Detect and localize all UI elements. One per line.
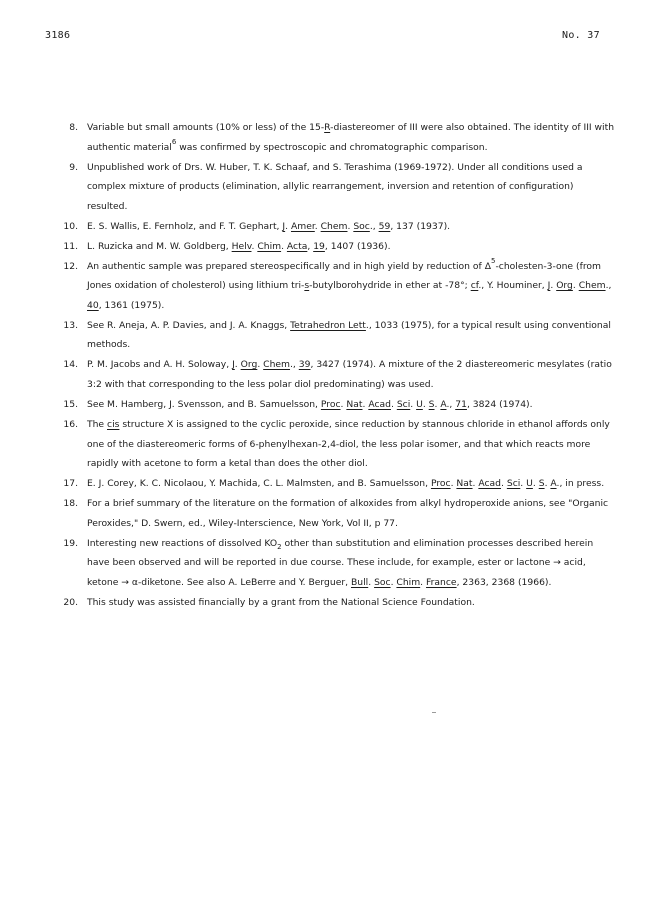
journal-abbrev: Amer bbox=[290, 220, 315, 232]
ref-text: Interesting new reactions of dissolved KO bbox=[87, 537, 278, 549]
journal-abbrev: Chem bbox=[320, 220, 348, 232]
ref-text: -butylborohydride in ether at -78°; bbox=[309, 280, 471, 292]
ref-text: . bbox=[501, 478, 507, 490]
journal-abbrev: Chim bbox=[396, 576, 421, 588]
ref-text: . bbox=[410, 399, 417, 411]
reference-9 bbox=[35, 158, 615, 217]
reference-number: 9. bbox=[69, 161, 78, 173]
volume-number: 19 bbox=[313, 240, 325, 252]
journal-abbrev: Chem bbox=[578, 280, 606, 292]
journal-abbrev: S bbox=[538, 478, 545, 490]
reference-19 bbox=[35, 534, 615, 593]
ref-text: . bbox=[347, 220, 354, 232]
footnote-superscript: 6 bbox=[171, 137, 177, 146]
reference-12 bbox=[35, 257, 615, 316]
ref-text: ., in press. bbox=[556, 478, 605, 490]
volume-number: 40 bbox=[87, 299, 99, 311]
reference-15 bbox=[35, 395, 615, 415]
journal-abbrev: Acta bbox=[286, 240, 308, 252]
subscript: 2 bbox=[277, 542, 282, 551]
ref-text: ., 1033 (1975), for a typical result using conventional methods. bbox=[87, 319, 611, 351]
journal-abbrev: Nat bbox=[456, 478, 473, 490]
reference-number: 19. bbox=[63, 537, 78, 549]
ref-text: , 2363, 2368 (1966). bbox=[456, 576, 552, 588]
ref-text: . bbox=[572, 280, 579, 292]
ref-text: . bbox=[420, 576, 427, 588]
ref-text: . bbox=[362, 399, 369, 411]
ref-text: . bbox=[340, 399, 347, 411]
ref-text: . bbox=[314, 220, 321, 232]
ref-text: For a brief summary of the literature on the formation of alkoxides from alkyl hydroperoxide anions, see "Organic Peroxides," D. Swern, ed., Wiley-Interscience, New York, Vol II, p 77. bbox=[87, 498, 609, 529]
ref-text: ., bbox=[605, 280, 612, 292]
reference-14 bbox=[35, 355, 615, 394]
ref-text: . bbox=[281, 240, 287, 252]
ref-text: -diastereomer of III were also obtained. The identity of III with authentic material bbox=[87, 122, 615, 153]
ref-text: ., bbox=[446, 399, 456, 411]
journal-abbrev: Org bbox=[240, 359, 258, 371]
journal-abbrev: Helv bbox=[231, 240, 252, 252]
reference-number: 11. bbox=[63, 240, 78, 252]
journal-abbrev: J bbox=[282, 220, 286, 232]
journal-abbrev: Soc bbox=[353, 220, 370, 232]
volume-number: 59 bbox=[378, 220, 391, 232]
ref-text: ., bbox=[290, 359, 299, 371]
journal-abbrev: S bbox=[428, 399, 435, 411]
ref-text: See R. Aneja, A. P. Davies, and J. A. Knaggs, bbox=[87, 319, 291, 331]
ref-text: , 137 (1937). bbox=[390, 220, 451, 232]
ref-text: other than substitution and elimination processes described herein have been observed and will be reported in due course. These include, for example, ester or lactone → acid, ketone → α-diketone. See also A. LeBerre and Y. Berguer, bbox=[87, 537, 594, 588]
reference-number: 13. bbox=[63, 319, 78, 331]
reference-11 bbox=[35, 237, 615, 257]
ref-text: L. Ruzicka and M. W. Goldberg, bbox=[87, 240, 232, 252]
ref-text: . bbox=[434, 399, 441, 411]
journal-abbrev: Nat bbox=[346, 399, 363, 411]
ref-text: was confirmed by spectroscopic and chromatographic comparison. bbox=[176, 141, 488, 153]
ref-text: The bbox=[87, 419, 108, 431]
journal-abbrev: Chim bbox=[257, 240, 282, 252]
ref-text: . bbox=[257, 359, 264, 371]
reference-number: 18. bbox=[63, 498, 78, 510]
reference-13 bbox=[35, 316, 615, 355]
reference-number: 15. bbox=[63, 399, 78, 411]
ref-text: , 1407 (1936). bbox=[324, 240, 391, 252]
journal-abbrev: Org bbox=[556, 280, 573, 292]
references-list bbox=[35, 118, 615, 613]
ref-text: E. J. Corey, K. C. Nicolaou, Y. Machida, C. L. Malmsten, and B. Samuelsson, bbox=[87, 478, 431, 490]
ref-text: . bbox=[532, 478, 539, 490]
journal-abbrev: U bbox=[526, 478, 533, 490]
journal-abbrev: J bbox=[547, 280, 551, 292]
journal-abbrev: A bbox=[550, 478, 557, 490]
journal-abbrev: Sci bbox=[396, 399, 411, 411]
reference-number: 16. bbox=[63, 419, 78, 431]
journal-abbrev: Bull bbox=[350, 576, 369, 588]
ref-text: . bbox=[390, 576, 397, 588]
ref-text: This study was assisted financially by a grant from the National Science Foundation. bbox=[87, 596, 475, 608]
ref-text: ., Y. Houminer, bbox=[478, 280, 548, 292]
ref-text: . bbox=[544, 478, 551, 490]
ref-italic: s bbox=[304, 280, 310, 292]
reference-number: 10. bbox=[63, 220, 78, 232]
ref-italic: cis bbox=[107, 419, 120, 431]
ref-text: -cholesten-3-one (from Jones oxidation of cholesterol) using lithium tri- bbox=[87, 260, 601, 292]
ref-text: . bbox=[234, 359, 241, 371]
ref-text: See M. Hamberg, J. Svensson, and B. Samuelsson, bbox=[87, 399, 321, 411]
reference-10 bbox=[35, 217, 615, 237]
journal-abbrev: J bbox=[232, 359, 235, 371]
ref-text: . bbox=[472, 478, 479, 490]
ref-text: E. S. Wallis, E. Fernholz, and F. T. Gephart, bbox=[87, 220, 283, 232]
ref-text: . bbox=[251, 240, 258, 252]
page-number: 3186 bbox=[45, 30, 71, 41]
reference-18 bbox=[35, 494, 615, 533]
ref-text: , 3824 (1974). bbox=[466, 399, 533, 411]
journal-abbrev: Proc bbox=[320, 399, 341, 411]
journal-abbrev: Soc bbox=[374, 576, 391, 588]
ref-text: . bbox=[520, 478, 527, 490]
journal-abbrev: U bbox=[416, 399, 423, 411]
volume-number: 39 bbox=[298, 359, 311, 371]
journal-abbrev: Acad bbox=[368, 399, 391, 411]
ref-text: Unpublished work of Drs. W. Huber, T. K. Schaaf, and S. Terashima (1969-1972). Under all conditions used a complex mixture of products (elimination, allylic rearrangement, inversion and retention of configuration) resulted. bbox=[87, 161, 583, 212]
reference-8 bbox=[35, 118, 615, 157]
journal-abbrev: Proc bbox=[430, 478, 451, 490]
ref-text: . bbox=[368, 576, 375, 588]
stray-mark bbox=[432, 712, 436, 713]
journal-abbrev: Chem bbox=[263, 359, 291, 371]
ref-text: ., bbox=[369, 220, 379, 232]
ref-text: , bbox=[307, 240, 314, 252]
ref-text: , 1361 (1975). bbox=[98, 299, 165, 311]
volume-number: 71 bbox=[455, 399, 467, 411]
reference-number: 12. bbox=[63, 260, 78, 272]
ref-text: . bbox=[450, 478, 457, 490]
ref-text: . bbox=[550, 280, 557, 292]
journal-abbrev: Tetrahedron Lett bbox=[290, 319, 366, 331]
delta-superscript: 5 bbox=[490, 256, 496, 265]
ref-text: , 3427 (1974). A mixture of the 2 diastereomeric mesylates (ratio 3:2 with that corresponding to the less polar diol predominating) was used. bbox=[87, 359, 612, 391]
reference-number: 14. bbox=[63, 359, 78, 371]
journal-abbrev: France bbox=[426, 576, 457, 588]
reference-number: 20. bbox=[63, 596, 78, 608]
ref-text: An authentic sample was prepared stereospecifically and in high yield by reduction of Δ bbox=[87, 260, 491, 272]
journal-issue: No. 37 bbox=[562, 30, 600, 41]
journal-abbrev: Sci bbox=[506, 478, 521, 490]
journal-abbrev: A bbox=[440, 399, 447, 411]
reference-number: 17. bbox=[63, 478, 78, 490]
ref-text: . bbox=[285, 220, 291, 232]
ref-text: . bbox=[390, 399, 397, 411]
ref-text: . bbox=[422, 399, 429, 411]
journal-abbrev: Acad bbox=[478, 478, 502, 490]
reference-16 bbox=[35, 415, 615, 474]
reference-number: 8. bbox=[69, 122, 78, 133]
ref-italic: R bbox=[324, 122, 331, 133]
ref-italic: cf bbox=[470, 280, 479, 292]
reference-17 bbox=[35, 474, 615, 494]
reference-20 bbox=[35, 593, 615, 613]
ref-text: P. M. Jacobs and A. H. Soloway, bbox=[87, 359, 233, 371]
ref-text: Variable but small amounts (10% or less) of the 15- bbox=[87, 122, 325, 133]
ref-text: structure X is assigned to the cyclic peroxide, since reduction by stannous chloride in ethanol affords only one of the diastereomeric forms of 6-phenylhexan-2,4-diol, the less polar isomer, and that which reacts more rapidly with acetone to form a ketal than does the other diol. bbox=[87, 419, 610, 470]
